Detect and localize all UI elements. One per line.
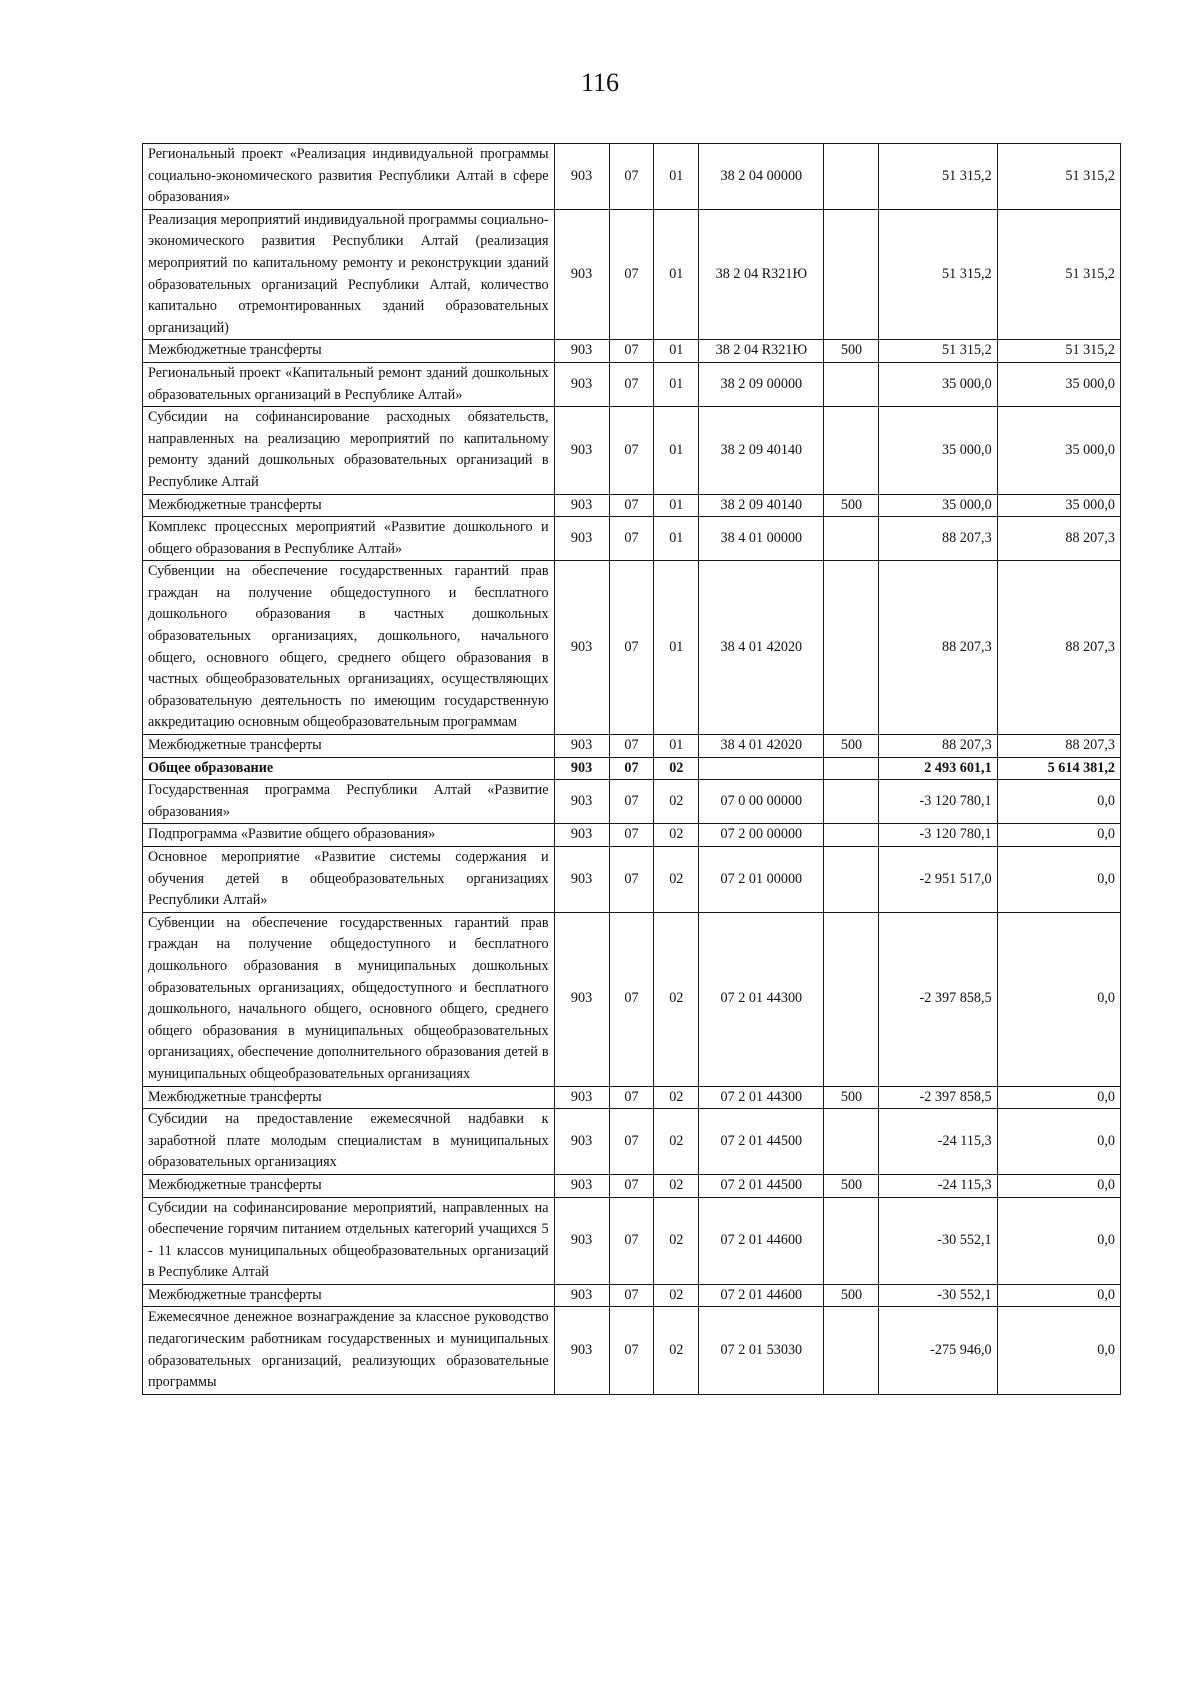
ministry-code: 903 — [554, 824, 609, 847]
target-article-code: 07 2 01 44600 — [699, 1197, 824, 1284]
budget-table — [142, 143, 1121, 1395]
target-article-code: 38 4 01 00000 — [699, 517, 824, 561]
row-name: Комплекс процессных мероприятий «Развитие дошкольного и общего образования в Республике Алтай» — [143, 517, 555, 561]
amount-1: 51 315,2 — [879, 340, 997, 363]
ministry-code: 903 — [554, 407, 609, 494]
amount-2: 0,0 — [997, 1307, 1120, 1394]
subsection-code: 02 — [654, 1307, 699, 1394]
expense-type-code: 500 — [824, 1086, 879, 1109]
subsection-code: 02 — [654, 824, 699, 847]
expense-type-code: 500 — [824, 340, 879, 363]
amount-2: 0,0 — [997, 1284, 1120, 1307]
target-article-code: 07 2 01 53030 — [699, 1307, 824, 1394]
amount-2: 5 614 381,2 — [997, 757, 1120, 780]
expense-type-code: 500 — [824, 494, 879, 517]
table-row — [143, 209, 1121, 340]
amount-1: 35 000,0 — [879, 362, 997, 406]
row-name: Региональный проект «Реализация индивидуальной программы социально-экономического развития Республики Алтай в сфере образования» — [143, 144, 555, 210]
table-row — [143, 824, 1121, 847]
subsection-code: 01 — [654, 407, 699, 494]
amount-2: 51 315,2 — [997, 209, 1120, 340]
amount-2: 0,0 — [997, 824, 1120, 847]
table-row — [143, 494, 1121, 517]
row-name: Основное мероприятие «Развитие системы содержания и обучения детей в общеобразовательных организациях Республики Алтай» — [143, 847, 555, 913]
expense-type-code: 500 — [824, 1174, 879, 1197]
ministry-code: 903 — [554, 1197, 609, 1284]
expense-type-code — [824, 912, 879, 1086]
expense-type-code — [824, 1197, 879, 1284]
expense-type-code: 500 — [824, 735, 879, 758]
expense-type-code — [824, 824, 879, 847]
section-code: 07 — [609, 407, 654, 494]
amount-2: 51 315,2 — [997, 340, 1120, 363]
table-row — [143, 144, 1121, 210]
amount-2: 51 315,2 — [997, 144, 1120, 210]
amount-2: 0,0 — [997, 1109, 1120, 1175]
amount-1: -2 397 858,5 — [879, 1086, 997, 1109]
section-code: 07 — [609, 1109, 654, 1175]
row-name: Субсидии на софинансирование мероприятий, направленных на обеспечение горячим питанием отдельных категорий учащихся 5 - 11 классов муниципальных общеобразовательных организаций в Республике Алтай — [143, 1197, 555, 1284]
amount-1: 88 207,3 — [879, 561, 997, 735]
ministry-code: 903 — [554, 1109, 609, 1175]
row-name: Межбюджетные трансферты — [143, 1086, 555, 1109]
row-name: Общее образование — [143, 757, 555, 780]
target-article-code: 07 2 01 44500 — [699, 1109, 824, 1175]
ministry-code: 903 — [554, 1284, 609, 1307]
ministry-code: 903 — [554, 735, 609, 758]
expense-type-code — [824, 144, 879, 210]
ministry-code: 903 — [554, 144, 609, 210]
target-article-code: 38 2 04 00000 — [699, 144, 824, 210]
subsection-code: 02 — [654, 1174, 699, 1197]
row-name: Ежемесячное денежное вознаграждение за классное руководство педагогическим работникам государственных и муниципальных образовательных организаций, реализующих образовательные программы — [143, 1307, 555, 1394]
ministry-code: 903 — [554, 561, 609, 735]
amount-2: 88 207,3 — [997, 517, 1120, 561]
section-code: 07 — [609, 340, 654, 363]
page-number: 116 — [580, 68, 620, 97]
section-code: 07 — [609, 144, 654, 210]
table-row — [143, 1197, 1121, 1284]
subsection-code: 01 — [654, 362, 699, 406]
section-code: 07 — [609, 362, 654, 406]
expense-type-code — [824, 1109, 879, 1175]
section-code: 07 — [609, 561, 654, 735]
row-name: Подпрограмма «Развитие общего образования» — [143, 824, 555, 847]
expense-type-code — [824, 362, 879, 406]
amount-2: 35 000,0 — [997, 362, 1120, 406]
row-name: Межбюджетные трансферты — [143, 494, 555, 517]
amount-1: -2 397 858,5 — [879, 912, 997, 1086]
row-name: Межбюджетные трансферты — [143, 1174, 555, 1197]
row-name: Субвенции на обеспечение государственных гарантий прав граждан на получение общедоступного и бесплатного дошкольного образования в муниципальных дошкольных образовательных организациях, общедоступного и бесплатного дошкольного, начального общего, основного общего, среднего общего образования в муниципальных общеобразовательных организациях, обеспечение дополнительного образования детей в муниципальных общеобразовательных организациях — [143, 912, 555, 1086]
expense-type-code — [824, 561, 879, 735]
expense-type-code: 500 — [824, 1284, 879, 1307]
amount-2: 0,0 — [997, 1086, 1120, 1109]
section-code: 07 — [609, 1284, 654, 1307]
table-row — [143, 735, 1121, 758]
amount-1: -24 115,3 — [879, 1109, 997, 1175]
ministry-code: 903 — [554, 340, 609, 363]
target-article-code: 38 2 04 R321Ю — [699, 209, 824, 340]
ministry-code: 903 — [554, 517, 609, 561]
section-code: 07 — [609, 1307, 654, 1394]
expense-type-code — [824, 847, 879, 913]
amount-1: 51 315,2 — [879, 209, 997, 340]
amount-1: -3 120 780,1 — [879, 780, 997, 824]
amount-1: -2 951 517,0 — [879, 847, 997, 913]
amount-1: -275 946,0 — [879, 1307, 997, 1394]
target-article-code: 07 2 01 44600 — [699, 1284, 824, 1307]
table-row — [143, 407, 1121, 494]
section-code: 07 — [609, 757, 654, 780]
ministry-code: 903 — [554, 1307, 609, 1394]
ministry-code: 903 — [554, 362, 609, 406]
expense-type-code — [824, 209, 879, 340]
amount-1: -30 552,1 — [879, 1284, 997, 1307]
target-article-code: 38 4 01 42020 — [699, 735, 824, 758]
expense-type-code — [824, 780, 879, 824]
row-name: Субсидии на софинансирование расходных обязательств, направленных на реализацию мероприятий по капитальному ремонту зданий дошкольных образовательных организаций в Республике Алтай — [143, 407, 555, 494]
target-article-code: 07 2 00 00000 — [699, 824, 824, 847]
amount-2: 35 000,0 — [997, 494, 1120, 517]
target-article-code: 07 2 01 44300 — [699, 912, 824, 1086]
table-row — [143, 1109, 1121, 1175]
ministry-code: 903 — [554, 1174, 609, 1197]
subsection-code: 01 — [654, 561, 699, 735]
table-row — [143, 1284, 1121, 1307]
target-article-code: 38 2 04 R321Ю — [699, 340, 824, 363]
section-code: 07 — [609, 209, 654, 340]
amount-1: 88 207,3 — [879, 517, 997, 561]
amount-2: 0,0 — [997, 780, 1120, 824]
section-code: 07 — [609, 780, 654, 824]
target-article-code: 07 0 00 00000 — [699, 780, 824, 824]
subsection-code: 02 — [654, 780, 699, 824]
expense-type-code — [824, 1307, 879, 1394]
amount-1: -3 120 780,1 — [879, 824, 997, 847]
amount-2: 88 207,3 — [997, 735, 1120, 758]
subsection-code: 01 — [654, 494, 699, 517]
table-row — [143, 1086, 1121, 1109]
subsection-code: 02 — [654, 757, 699, 780]
ministry-code: 903 — [554, 494, 609, 517]
table-row — [143, 561, 1121, 735]
target-article-code: 07 2 01 44300 — [699, 1086, 824, 1109]
ministry-code: 903 — [554, 757, 609, 780]
subsection-code: 02 — [654, 1197, 699, 1284]
ministry-code: 903 — [554, 209, 609, 340]
target-article-code: 07 2 01 00000 — [699, 847, 824, 913]
row-name: Субсидии на предоставление ежемесячной надбавки к заработной плате молодым специалистам в муниципальных образовательных организациях — [143, 1109, 555, 1175]
section-code: 07 — [609, 912, 654, 1086]
ministry-code: 903 — [554, 912, 609, 1086]
target-article-code: 38 2 09 00000 — [699, 362, 824, 406]
ministry-code: 903 — [554, 780, 609, 824]
target-article-code: 07 2 01 44500 — [699, 1174, 824, 1197]
expense-type-code — [824, 407, 879, 494]
row-name: Межбюджетные трансферты — [143, 1284, 555, 1307]
table-row — [143, 757, 1121, 780]
amount-2: 0,0 — [997, 1174, 1120, 1197]
section-code: 07 — [609, 847, 654, 913]
target-article-code: 38 4 01 42020 — [699, 561, 824, 735]
subsection-code: 02 — [654, 912, 699, 1086]
section-code: 07 — [609, 517, 654, 561]
amount-1: 51 315,2 — [879, 144, 997, 210]
row-name: Реализация мероприятий индивидуальной программы социально-экономического развития Республики Алтай (реализация мероприятий по капитальному ремонту и реконструкции зданий образовательных организаций Республики Алтай, количество капитально отремонтированных зданий образовательных организаций) — [143, 209, 555, 340]
subsection-code: 01 — [654, 144, 699, 210]
section-code: 07 — [609, 824, 654, 847]
amount-1: -24 115,3 — [879, 1174, 997, 1197]
row-name: Субвенции на обеспечение государственных гарантий прав граждан на получение общедоступного и бесплатного дошкольного образования в частных дошкольных образовательных организациях, дошкольного, начального общего, основного общего, среднего общего образования в частных общеобразовательных организациях, осуществляющих образовательную деятельность по имеющим государственную аккредитацию основным общеобразовательным программам — [143, 561, 555, 735]
section-code: 07 — [609, 494, 654, 517]
subsection-code: 02 — [654, 1284, 699, 1307]
table-row — [143, 780, 1121, 824]
expense-type-code — [824, 517, 879, 561]
amount-2: 0,0 — [997, 912, 1120, 1086]
table-row — [143, 1307, 1121, 1394]
amount-1: 35 000,0 — [879, 407, 997, 494]
subsection-code: 02 — [654, 1086, 699, 1109]
amount-2: 35 000,0 — [997, 407, 1120, 494]
subsection-code: 02 — [654, 1109, 699, 1175]
expense-type-code — [824, 757, 879, 780]
amount-1: 88 207,3 — [879, 735, 997, 758]
row-name: Государственная программа Республики Алтай «Развитие образования» — [143, 780, 555, 824]
target-article-code: 38 2 09 40140 — [699, 494, 824, 517]
amount-1: 2 493 601,1 — [879, 757, 997, 780]
table-row — [143, 912, 1121, 1086]
section-code: 07 — [609, 1174, 654, 1197]
table-row — [143, 362, 1121, 406]
ministry-code: 903 — [554, 847, 609, 913]
amount-2: 0,0 — [997, 847, 1120, 913]
row-name: Региональный проект «Капитальный ремонт зданий дошкольных образовательных организаций в Республике Алтай» — [143, 362, 555, 406]
subsection-code: 01 — [654, 517, 699, 561]
subsection-code: 01 — [654, 340, 699, 363]
amount-2: 88 207,3 — [997, 561, 1120, 735]
table-row — [143, 1174, 1121, 1197]
row-name: Межбюджетные трансферты — [143, 735, 555, 758]
amount-1: 35 000,0 — [879, 494, 997, 517]
subsection-code: 01 — [654, 735, 699, 758]
target-article-code: 38 2 09 40140 — [699, 407, 824, 494]
subsection-code: 02 — [654, 847, 699, 913]
budget-table-body — [143, 144, 1121, 1395]
table-row — [143, 517, 1121, 561]
amount-2: 0,0 — [997, 1197, 1120, 1284]
subsection-code: 01 — [654, 209, 699, 340]
amount-1: -30 552,1 — [879, 1197, 997, 1284]
table-row — [143, 847, 1121, 913]
row-name: Межбюджетные трансферты — [143, 340, 555, 363]
section-code: 07 — [609, 1197, 654, 1284]
target-article-code — [699, 757, 824, 780]
ministry-code: 903 — [554, 1086, 609, 1109]
section-code: 07 — [609, 735, 654, 758]
section-code: 07 — [609, 1086, 654, 1109]
table-row — [143, 340, 1121, 363]
